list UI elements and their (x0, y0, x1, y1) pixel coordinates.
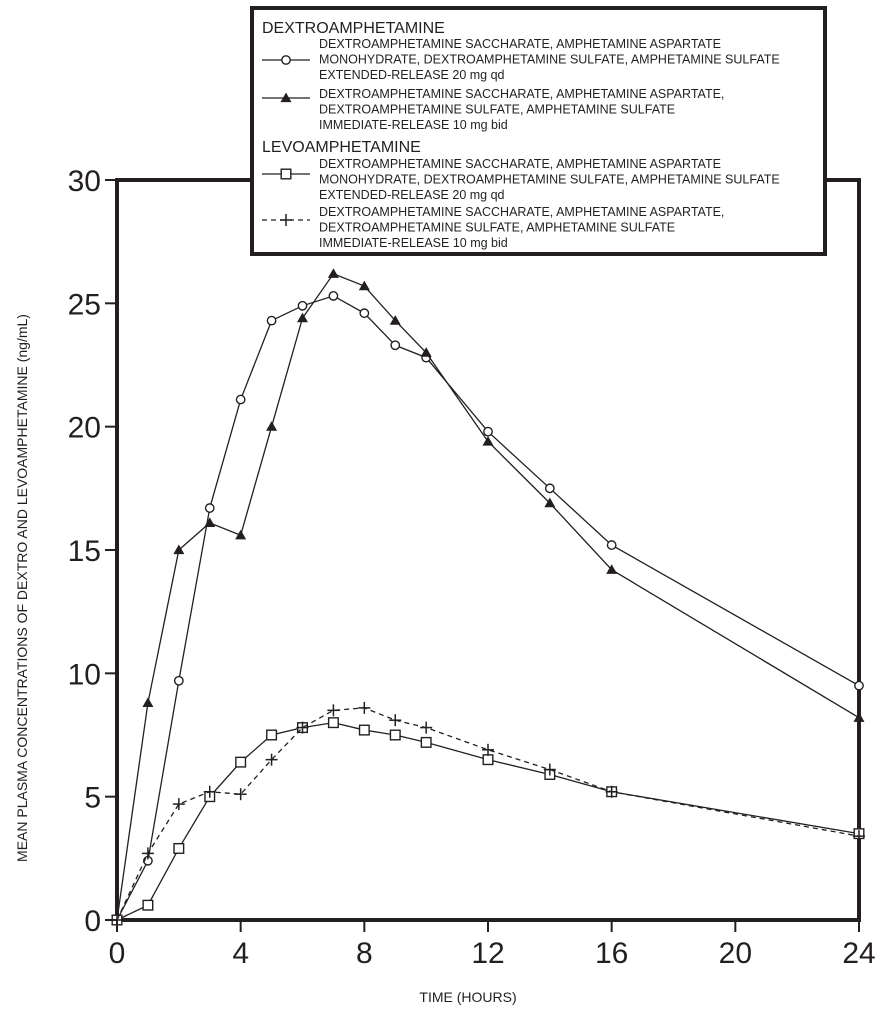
legend (252, 8, 825, 254)
data-point (267, 730, 277, 740)
data-point (204, 517, 215, 527)
y-tick-label: 15 (67, 535, 101, 568)
legend-marker (281, 169, 291, 179)
data-point (267, 316, 275, 324)
x-tick-label: 0 (108, 937, 126, 970)
x-tick-label: 16 (594, 937, 629, 970)
data-point (174, 844, 184, 854)
data-point (327, 704, 339, 716)
data-point (360, 725, 370, 735)
data-point (359, 281, 370, 291)
data-point (143, 900, 153, 910)
x-tick-label: 24 (842, 937, 876, 970)
data-point (420, 722, 432, 734)
y-axis-title: MEAN PLASMA CONCENTRATIONS OF DEXTRO AND LEVOAMPHETAMINE (ng/mL) (14, 314, 30, 862)
legend-entry-text: DEXTROAMPHETAMINE SACCHARATE, AMPHETAMINE ASPARTATE (319, 37, 721, 51)
legend-entry-text: DEXTROAMPHETAMINE SULFATE, AMPHETAMINE SULFATE (319, 220, 676, 235)
data-point (266, 421, 277, 431)
data-point (358, 702, 370, 714)
series-0 (113, 292, 863, 924)
y-tick-label: 0 (84, 905, 101, 938)
data-point (421, 738, 431, 748)
series-layer (111, 268, 865, 926)
legend-entry-text: EXTENDED-RELEASE 20 mg qd (319, 68, 505, 82)
data-point (391, 341, 399, 349)
legend-marker (282, 56, 290, 64)
legend-group-title: DEXTROAMPHETAMINE (262, 20, 445, 37)
data-point (484, 427, 492, 435)
data-point (546, 484, 554, 492)
series-line (117, 296, 859, 920)
legend-entry-text: EXTENDED-RELEASE 20 mg qd (319, 188, 505, 202)
y-tick-label: 5 (84, 781, 101, 815)
legend-entry-text: DEXTROAMPHETAMINE SACCHARATE, AMPHETAMINE ASPARTATE, (319, 87, 725, 101)
series-line (117, 708, 859, 920)
data-point (855, 681, 863, 689)
x-tick-label: 4 (232, 937, 250, 970)
data-point (142, 847, 154, 859)
plot-frame (117, 180, 859, 920)
data-point (389, 714, 401, 726)
x-tick-label: 20 (718, 937, 753, 970)
legend-group-title: LEVOAMPHETAMINE (262, 139, 421, 156)
data-point (236, 395, 244, 403)
series-line (117, 274, 859, 920)
data-point (328, 268, 339, 278)
data-point (298, 302, 306, 310)
data-point (390, 730, 400, 740)
x-axis-title: TIME (HOURS) (419, 989, 517, 1005)
series-1 (112, 268, 865, 924)
x-tick-label: 12 (471, 937, 505, 970)
data-point (297, 313, 308, 323)
y-tick-label: 30 (67, 165, 101, 198)
data-point (607, 541, 615, 549)
data-point (854, 712, 865, 722)
legend-entry-text: DEXTROAMPHETAMINE SULFATE, AMPHETAMINE SULFATE (319, 102, 676, 117)
y-tick-label: 25 (67, 288, 101, 322)
legend-entry-text: DEXTROAMPHETAMINE SACCHARATE, AMPHETAMINE ASPARTATE (319, 157, 721, 171)
axis-layer (68, 165, 876, 970)
data-point (235, 530, 246, 540)
data-point (329, 718, 339, 728)
data-point (175, 677, 183, 685)
data-point (173, 798, 185, 810)
data-point (329, 292, 337, 300)
x-tick-label: 8 (355, 937, 373, 970)
data-point (483, 755, 493, 765)
data-point (206, 504, 214, 512)
data-point (360, 309, 368, 317)
legend-entry-text: IMMEDIATE-RELEASE 10 mg bid (319, 236, 508, 250)
data-point (236, 757, 246, 767)
legend-entry-text: MONOHYDRATE, DEXTROAMPHETAMINE SULFATE, AMPHETAMINE SULFATE (319, 52, 780, 67)
data-point (142, 697, 153, 707)
legend-entry-text: MONOHYDRATE, DEXTROAMPHETAMINE SULFATE, AMPHETAMINE SULFATE (319, 172, 780, 187)
legend-entry-text: DEXTROAMPHETAMINE SACCHARATE, AMPHETAMINE ASPARTATE, (319, 205, 725, 219)
y-tick-label: 10 (67, 658, 101, 692)
series-3 (111, 702, 865, 926)
y-tick-label: 20 (67, 411, 101, 445)
legend-entry-text: IMMEDIATE-RELEASE 10 mg bid (319, 118, 508, 132)
data-point (483, 436, 494, 446)
data-point (482, 744, 494, 756)
